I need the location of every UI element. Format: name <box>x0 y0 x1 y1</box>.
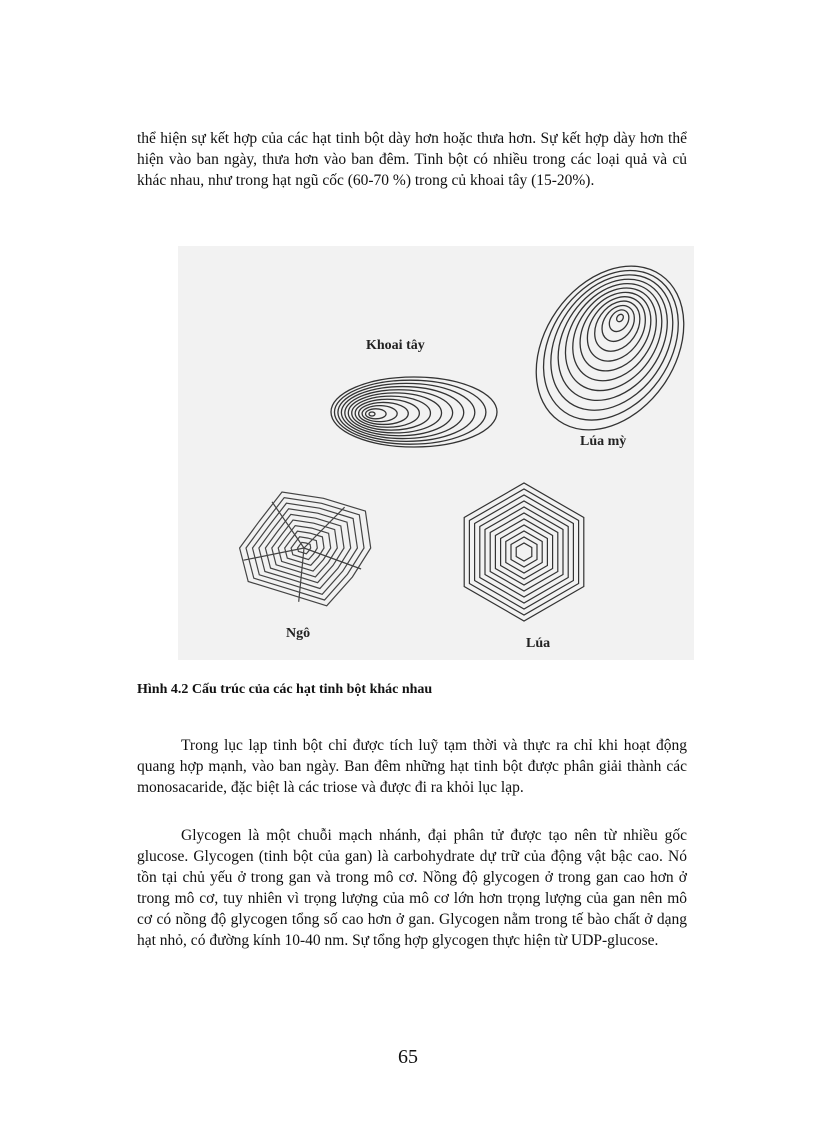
paragraph-chloroplast: Trong lục lạp tinh bột chỉ được tích luỹ tạm thời và thực ra chỉ khi hoạt động quang hợp mạnh, vào ban ngày. Ban đêm những hạt tinh bột được phân giải thành các monosacaride, đặc biệt là các triose và được đi ra khỏi lục lạp. <box>137 737 687 796</box>
wheat-granule-drawing <box>506 246 694 458</box>
paragraph-glycogen: Glycogen là một chuỗi mạch nhánh, đại phân tử được tạo nên từ nhiều gốc glucose. Glycogen (tinh bột của gan) là carbohydrate dự trữ của động vật bậc cao. Nó tồn tại chủ yếu ở trong gan và trong mô cơ. Nồng độ glycogen ở trong gan cao hơn ở trong mô cơ, tuy nhiên vì trọng lượng của mô cơ lớn hơn trọng lượng của gan nên mô cơ có nồng độ glycogen tổng số cao hơn ở gan. Glycogen nằm trong tế bào chất ở dạng hạt nhỏ, có đường kính 10-40 nm. Sự tổng hợp glycogen thực hiện từ UDP-glucose. <box>137 827 687 949</box>
potato-granule-drawing <box>331 377 497 447</box>
corn-granule-drawing <box>240 492 371 606</box>
label-corn: Ngô <box>286 626 311 641</box>
paragraph-intro: thể hiện sự kết hợp của các hạt tinh bột dày hơn hoặc thưa hơn. Sự kết hợp dày hơn thể hiện vào ban ngày, thưa hơn vào ban đêm. Tinh bột có nhiều trong các loại quả và củ khác nhau, như trong hạt ngũ cốc (60-70 %) trong củ khoai tây (15-20%). <box>137 130 687 189</box>
page-number: 65 <box>398 1046 418 1068</box>
starch-granules-figure <box>178 246 694 660</box>
label-wheat: Lúa mỳ <box>580 434 627 449</box>
label-rice: Lúa <box>526 636 551 651</box>
label-potato: Khoai tây <box>366 338 425 353</box>
rice-granule-drawing <box>464 483 584 621</box>
figure-caption: Hình 4.2 Cấu trúc của các hạt tinh bột khác nhau <box>137 682 433 697</box>
